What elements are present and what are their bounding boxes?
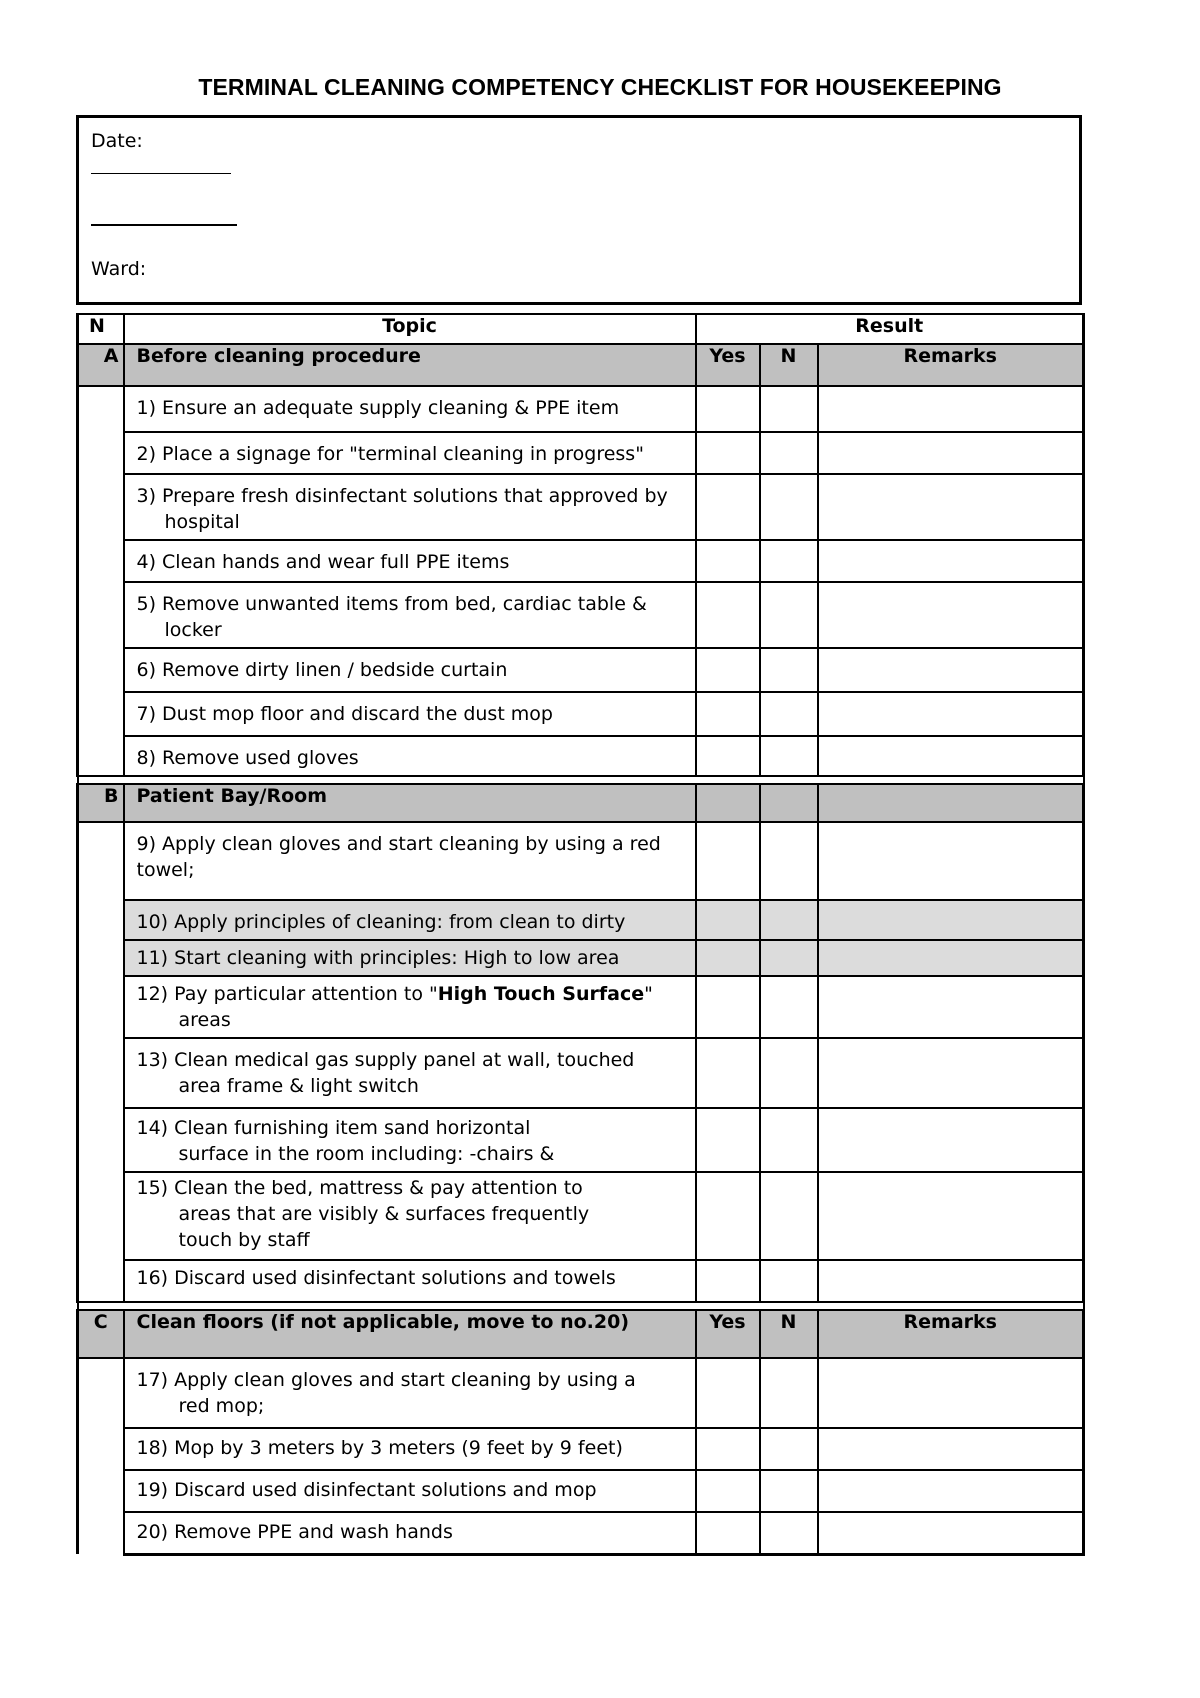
no-checkbox-cell[interactable]	[760, 648, 818, 692]
item-text: 8) Remove used gloves	[124, 736, 696, 776]
date-label: Date:	[91, 130, 143, 152]
section-a-n-cell	[78, 386, 124, 776]
item-text: 9) Apply clean gloves and start cleaning by using a red towel;	[124, 822, 696, 900]
item-text: 4) Clean hands and wear full PPE items	[124, 540, 696, 582]
section-c-header	[78, 1310, 1084, 1358]
no-checkbox-cell[interactable]	[760, 1038, 818, 1108]
yes-checkbox-cell[interactable]	[696, 1428, 760, 1470]
date-line-2	[91, 224, 237, 226]
yes-checkbox-cell[interactable]	[696, 432, 760, 474]
info-box	[76, 115, 1082, 305]
table-row	[78, 976, 1084, 1038]
yes-checkbox-cell[interactable]	[696, 976, 760, 1038]
remarks-column-header	[818, 784, 1084, 822]
no-checkbox-cell[interactable]	[760, 582, 818, 648]
section-title: Clean floors (if not applicable, move to no.20)	[124, 1310, 696, 1358]
section-a-header	[78, 344, 1084, 386]
remarks-cell[interactable]	[818, 900, 1084, 940]
no-checkbox-cell[interactable]	[760, 1108, 818, 1172]
section-title: Patient Bay/Room	[124, 784, 696, 822]
yes-checkbox-cell[interactable]	[696, 1470, 760, 1512]
no-checkbox-cell[interactable]	[760, 1512, 818, 1554]
yes-column-header	[696, 784, 760, 822]
remarks-cell[interactable]	[818, 692, 1084, 736]
remarks-cell[interactable]	[818, 1038, 1084, 1108]
table-header-row	[78, 314, 1084, 344]
yes-checkbox-cell[interactable]	[696, 822, 760, 900]
table-row	[78, 1038, 1084, 1108]
item-text: 3) Prepare fresh disinfectant solutions that approved by hospital	[124, 474, 696, 540]
remarks-cell[interactable]	[818, 386, 1084, 432]
remarks-cell[interactable]	[818, 648, 1084, 692]
yes-checkbox-cell[interactable]	[696, 1260, 760, 1302]
remarks-cell[interactable]	[818, 474, 1084, 540]
header-topic: Topic	[124, 314, 696, 344]
remarks-cell[interactable]	[818, 822, 1084, 900]
yes-checkbox-cell[interactable]	[696, 1108, 760, 1172]
table-row	[78, 1512, 1084, 1554]
yes-checkbox-cell[interactable]	[696, 692, 760, 736]
yes-checkbox-cell[interactable]	[696, 736, 760, 776]
no-checkbox-cell[interactable]	[760, 976, 818, 1038]
no-checkbox-cell[interactable]	[760, 736, 818, 776]
section-letter: B	[78, 784, 124, 822]
date-line-1	[91, 173, 231, 174]
remarks-cell[interactable]	[818, 976, 1084, 1038]
no-checkbox-cell[interactable]	[760, 1260, 818, 1302]
item-text: 20) Remove PPE and wash hands	[124, 1512, 696, 1554]
no-checkbox-cell[interactable]	[760, 474, 818, 540]
remarks-cell[interactable]	[818, 432, 1084, 474]
item-text: 5) Remove unwanted items from bed, cardiac table & locker	[124, 582, 696, 648]
section-letter: A	[78, 344, 124, 386]
no-checkbox-cell[interactable]	[760, 692, 818, 736]
item-text: 13) Clean medical gas supply panel at wall, touched area frame & light switch	[124, 1038, 696, 1108]
remarks-cell[interactable]	[818, 1172, 1084, 1260]
section-b-n-cell	[78, 822, 124, 1302]
remarks-cell[interactable]	[818, 582, 1084, 648]
remarks-cell[interactable]	[818, 736, 1084, 776]
item-text: 6) Remove dirty linen / bedside curtain	[124, 648, 696, 692]
yes-checkbox-cell[interactable]	[696, 940, 760, 976]
table-row	[78, 582, 1084, 648]
table-row	[78, 1428, 1084, 1470]
no-column-header: N	[760, 1310, 818, 1358]
table-row	[78, 1172, 1084, 1260]
table-row	[78, 540, 1084, 582]
table-row	[78, 1358, 1084, 1428]
item-text: 2) Place a signage for "terminal cleaning in progress"	[124, 432, 696, 474]
no-checkbox-cell[interactable]	[760, 940, 818, 976]
table-row	[78, 386, 1084, 432]
no-checkbox-cell[interactable]	[760, 1470, 818, 1512]
table-row	[78, 1470, 1084, 1512]
no-checkbox-cell[interactable]	[760, 1358, 818, 1428]
yes-checkbox-cell[interactable]	[696, 1512, 760, 1554]
no-checkbox-cell[interactable]	[760, 386, 818, 432]
remarks-column-header: Remarks	[818, 344, 1084, 386]
table-row	[78, 900, 1084, 940]
item-text: 18) Mop by 3 meters by 3 meters (9 feet by 9 feet)	[124, 1428, 696, 1470]
table-row	[78, 1108, 1084, 1172]
yes-column-header: Yes	[696, 1310, 760, 1358]
table-row	[78, 940, 1084, 976]
remarks-cell[interactable]	[818, 540, 1084, 582]
yes-checkbox-cell[interactable]	[696, 582, 760, 648]
no-column-header: N	[760, 344, 818, 386]
yes-checkbox-cell[interactable]	[696, 540, 760, 582]
yes-checkbox-cell[interactable]	[696, 648, 760, 692]
table-row	[78, 432, 1084, 474]
section-gap	[78, 776, 1084, 784]
no-column-header	[760, 784, 818, 822]
item-text: 14) Clean furnishing item sand horizontal surface in the room including: -chairs &	[124, 1108, 696, 1172]
item-text: 1) Ensure an adequate supply cleaning & PPE item	[124, 386, 696, 432]
checklist-table	[76, 313, 1085, 1556]
table-row	[78, 822, 1084, 900]
section-gap	[78, 1302, 1084, 1310]
remarks-cell[interactable]	[818, 1108, 1084, 1172]
header-n: N	[78, 314, 124, 344]
remarks-cell[interactable]	[818, 1512, 1084, 1554]
yes-checkbox-cell[interactable]	[696, 474, 760, 540]
yes-checkbox-cell[interactable]	[696, 900, 760, 940]
remarks-cell[interactable]	[818, 940, 1084, 976]
remarks-cell[interactable]	[818, 1428, 1084, 1470]
no-checkbox-cell[interactable]	[760, 540, 818, 582]
yes-checkbox-cell[interactable]	[696, 386, 760, 432]
item-text: 17) Apply clean gloves and start cleaning by using a red mop;	[124, 1358, 696, 1428]
section-letter: C	[78, 1310, 124, 1358]
no-checkbox-cell[interactable]	[760, 822, 818, 900]
yes-column-header: Yes	[696, 344, 760, 386]
remarks-cell[interactable]	[818, 1260, 1084, 1302]
item-text: 15) Clean the bed, mattress & pay attention to areas that are visibly & surfaces frequently touch by staff	[124, 1172, 696, 1260]
yes-checkbox-cell[interactable]	[696, 1038, 760, 1108]
item-text: 11) Start cleaning with principles: High to low area	[124, 940, 696, 976]
table-row	[78, 474, 1084, 540]
yes-checkbox-cell[interactable]	[696, 1172, 760, 1260]
table-row	[78, 692, 1084, 736]
remarks-cell[interactable]	[818, 1470, 1084, 1512]
item-text: 16) Discard used disinfectant solutions and towels	[124, 1260, 696, 1302]
no-checkbox-cell[interactable]	[760, 900, 818, 940]
item-text: 7) Dust mop floor and discard the dust mop	[124, 692, 696, 736]
item-text: 10) Apply principles of cleaning: from clean to dirty	[124, 900, 696, 940]
table-row	[78, 1260, 1084, 1302]
yes-checkbox-cell[interactable]	[696, 1358, 760, 1428]
item-text: 19) Discard used disinfectant solutions and mop	[124, 1470, 696, 1512]
no-checkbox-cell[interactable]	[760, 432, 818, 474]
header-result: Result	[696, 314, 1084, 344]
section-title: Before cleaning procedure	[124, 344, 696, 386]
no-checkbox-cell[interactable]	[760, 1172, 818, 1260]
no-checkbox-cell[interactable]	[760, 1428, 818, 1470]
section-c-n-cell	[78, 1358, 124, 1554]
page-title: TERMINAL CLEANING COMPETENCY CHECKLIST FOR HOUSEKEEPING	[198, 74, 1002, 100]
table-row	[78, 736, 1084, 776]
remarks-cell[interactable]	[818, 1358, 1084, 1428]
ward-label: Ward:	[91, 258, 147, 280]
section-b-header	[78, 784, 1084, 822]
table-row	[78, 648, 1084, 692]
remarks-column-header: Remarks	[818, 1310, 1084, 1358]
item-text: 12) Pay particular attention to "High Touch Surface" areas	[124, 976, 696, 1038]
